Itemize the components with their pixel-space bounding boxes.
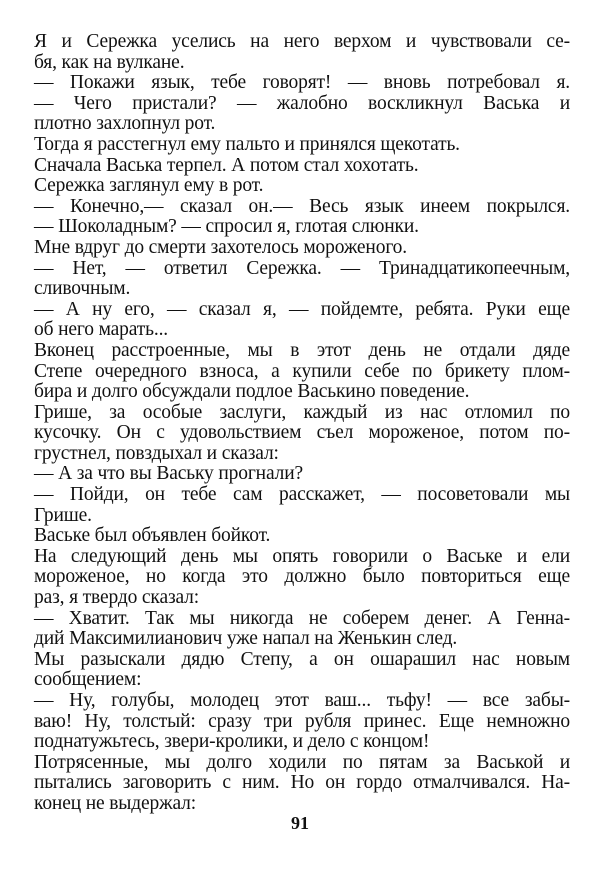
text-line: дий Максимилианович уже напал на Женькин след. <box>34 628 458 650</box>
text-line: — Конечно,— сказал он.— Весь язык инеем покрылся. <box>34 195 570 217</box>
text-line: бя, как на вулкане. <box>34 51 185 73</box>
text-line: мороженое, но когда это должно было повториться еще <box>34 566 570 588</box>
text-line: — Чего пристали? — жалобно воскликнул Васька и <box>34 92 570 114</box>
text-line: — Хватит. Так мы никогда не соберем денег. А Генна- <box>34 607 570 629</box>
text-line: сообщением: <box>34 669 142 691</box>
page-number: 91 <box>291 813 309 833</box>
text-line: ваю! Ну, толстый: сразу три рубля принес. Еще немножно <box>34 710 570 732</box>
body-text <box>34 32 570 815</box>
text-line: Сначала Васька терпел. А потом стал хохотать. <box>34 154 419 176</box>
text-line: пытались заговорить с ним. Но он гордо отмалчивался. На- <box>34 772 570 794</box>
text-line: Потрясенные, мы долго ходили по пятам за Васькой и <box>34 751 570 773</box>
text-line: раз, я твердо сказал: <box>34 587 200 609</box>
text-line: Сережка заглянул ему в рот. <box>34 175 264 197</box>
text-line: сливочным. <box>34 278 131 300</box>
text-line: плотно захлопнул рот. <box>34 113 216 135</box>
text-line: — А ну его, — сказал я, — пойдемте, ребята. Руки еще <box>34 298 570 320</box>
text-line: — Шоколадным? — спросил я, глотая слюнки. <box>34 216 419 238</box>
text-line: конец не выдержал: <box>34 792 196 814</box>
text-line: Я и Сережка уселись на него верхом и чувствовали се- <box>34 31 570 52</box>
text-line: Мне вдруг до смерти захотелось мороженого. <box>34 236 408 258</box>
text-line: Тогда я расстегнул ему пальто и принялся щекотать. <box>34 133 460 155</box>
text-line: — Пойди, он тебе сам расскажет, — посоветовали мы <box>34 484 570 506</box>
text-line: поднатужьтесь, звери-кролики, и дело с концом! <box>34 731 430 753</box>
text-line: грустнел, повздыхал и сказал: <box>34 442 279 464</box>
text-line: Грише, за особые заслуги, каждый из нас отломил по <box>34 401 570 423</box>
text-line: Ваське был объявлен бойкот. <box>34 525 271 547</box>
text-line: — Покажи язык, тебе говорят! — вновь потребовал я. <box>34 72 570 94</box>
text-line: бира и долго обсуждали подлое Васькино поведение. <box>34 381 470 403</box>
text-line: Вконец расстроенные, мы в этот день не отдали дяде <box>34 339 570 361</box>
text-line: Степе очередного взноса, а купили себе по брикету плом- <box>34 360 570 382</box>
text-line: кусочку. Он с удовольствием съел мороженое, потом по- <box>34 422 570 444</box>
text-line: На следующий день мы опять говорили о Ваське и ели <box>34 545 570 567</box>
text-line: — Нет, — ответил Сережка. — Тринадцатикопеечным, <box>34 257 570 279</box>
text-line: об него марать... <box>34 319 169 341</box>
text-line: Мы разыскали дядю Степу, а он ошарашил нас новым <box>34 648 570 670</box>
text-line: Грише. <box>34 504 92 526</box>
text-line: — Ну, голубы, молодец этот ваш... тьфу! — все забы- <box>34 690 570 711</box>
text-line: — А за что вы Ваську прогнали? <box>34 463 303 485</box>
